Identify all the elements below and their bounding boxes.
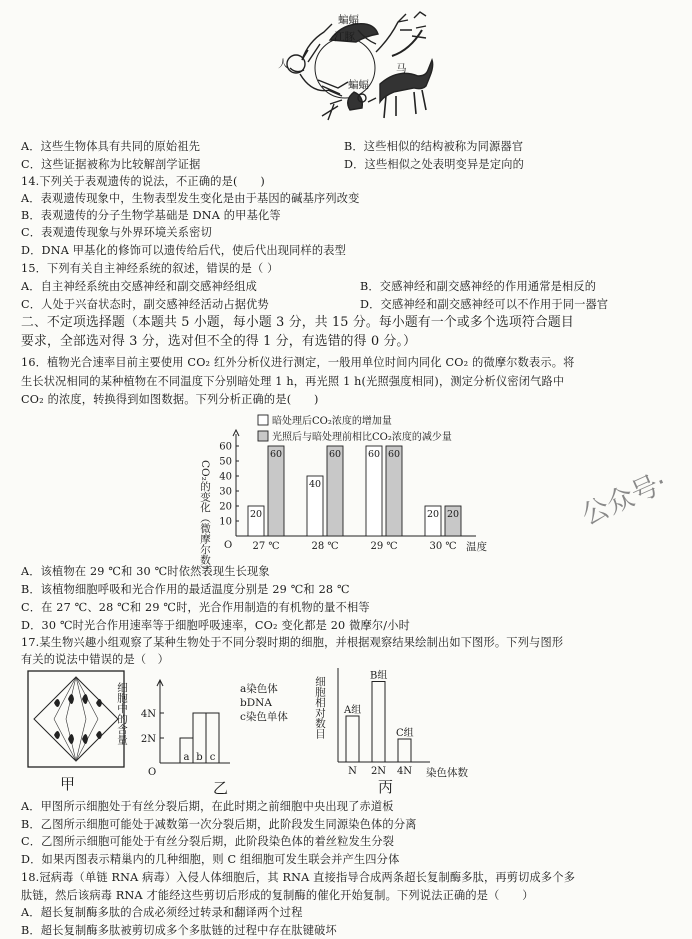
q17-option-d[interactable]: D．如果丙图表示精巢内的几种细胞，则 C 组细胞可发生联会并产生四分体: [21, 853, 400, 866]
q13-option-b[interactable]: B．这些相似的结构被称为同源器官: [344, 140, 524, 153]
q16-x-tick-label: 28 ℃: [311, 541, 339, 552]
q16-bar-value-label: 20: [249, 509, 263, 520]
q16-bar-value-label: 60: [328, 449, 342, 460]
q16-option-b[interactable]: B．该植物细胞呼吸和光合作用的最适温度分别是 29 ℃和 28 ℃: [21, 583, 350, 596]
yi-origin-label: O: [148, 767, 157, 778]
yi-legend-item: c染色单体: [240, 711, 288, 723]
legend-swatch-light: [258, 431, 268, 441]
q15-option-b[interactable]: B．交感神经和副交感神经的作用通常是相反的: [360, 280, 597, 293]
bing-bar: [398, 739, 411, 762]
q16-y-tick-label: 30: [219, 486, 232, 498]
yi-y-axis-label: 细胞中的含量: [116, 682, 128, 745]
bing-group-label: A组: [344, 705, 362, 716]
bing-bar: [372, 682, 385, 763]
q16-y-tick-label: 50: [219, 456, 232, 468]
bing-bar: [346, 716, 359, 762]
label-human: 人: [278, 58, 289, 70]
q16-x-tick-label: 30 ℃: [429, 541, 457, 552]
bing-x-axis-label: 染色体数: [426, 767, 468, 779]
q13-option-c[interactable]: C．这些证据被称为比较解剖学证据: [21, 158, 201, 171]
q18-option-b[interactable]: B．超长复制酶多肽被剪切成多个多肽链的过程中存在肽键破坏: [21, 924, 337, 937]
q14-option-c[interactable]: C．表观遗传现象与外界环境关系密切: [21, 226, 212, 239]
q18-option-a[interactable]: A．超长复制酶多肽的合成必须经过转录和翻译两个过程: [21, 906, 303, 919]
yi-legend-item: a染色体: [240, 683, 278, 695]
label-bat-2: 蝙蝠: [348, 79, 369, 91]
bing-x-tick-label: N: [348, 766, 357, 777]
q16-x-tick-label: 29 ℃: [370, 541, 398, 552]
q14-option-d[interactable]: D．DNA 甲基化的修饰可以遗传给后代，使后代出现同样的表型: [21, 244, 347, 257]
bing-group-label: B组: [370, 670, 388, 682]
bing-y-axis-label: 细胞相对数目: [314, 676, 326, 739]
label-bat: 蝙蝠: [338, 14, 359, 26]
bing-x-tick-label: 4N: [396, 766, 413, 777]
q17-stem-line1: 17.某生物兴趣小组观察了某种生物处于不同分裂时期的细胞，并根据观察结果绘制出如下图形。下列与图形: [21, 636, 564, 649]
q15-option-c[interactable]: C．人处于兴奋状态时，副交感神经活动占据优势: [21, 298, 269, 311]
q17-option-c[interactable]: C．乙图所示细胞可能处于有丝分裂后期，此阶段染色体的着丝粒发生分裂: [21, 835, 395, 848]
q16-bar-value-label: 60: [269, 449, 283, 460]
bing-x-tick-label: 2N: [370, 766, 387, 777]
bing-bar-chart: [314, 664, 518, 796]
legend-swatch-dark: [258, 415, 268, 425]
yi-bar-label: b: [196, 752, 203, 763]
yi-y-tick-label: 2N: [140, 734, 156, 745]
q16-bar-value-label: 20: [446, 509, 460, 520]
q16-y-tick-label: 60: [219, 441, 232, 453]
q13-option-a[interactable]: A．这些生物体具有共同的原始祖先: [21, 140, 201, 153]
watermark: 公众号·: [577, 466, 672, 532]
yi-legend-item: bDNA: [240, 697, 272, 709]
q16-option-d[interactable]: D．30 ℃时光合作用速率等于细胞呼吸速率，CO₂ 变化都是 20 微摩尔/小时: [21, 619, 411, 632]
q16-y-tick-label: 10: [219, 516, 232, 528]
q16-y-axis-label: CO₂的变化（微摩尔数）: [199, 460, 211, 576]
label-horse: 马: [396, 63, 407, 75]
bing-group-label: C组: [396, 728, 414, 739]
homologous-limbs-figure: [0, 0, 692, 140]
section2-line1: 二、不定项选择题（本题共 5 小题，每小题 3 分，共 15 分。每小题有一个或多个选项符合题目: [21, 315, 574, 330]
yi-bar-label: c: [209, 752, 216, 763]
q16-stem-line1: 16．植物光合速率目前主要使用 CO₂ 红外分析仪进行测定，一般用单位时间内同化 CO₂ 的微摩尔数表示。将: [21, 356, 575, 369]
q17-option-b[interactable]: B．乙图所示细胞可能处于减数第一次分裂后期，此阶段发生同源染色体的分离: [21, 818, 417, 831]
q14-stem: 14.下列关于表观遗传的说法，不正确的是( ): [21, 175, 265, 188]
yi-bar-chart: [116, 668, 320, 798]
q17-stem-line2: 有关的说法中错误的是（ ）: [21, 653, 170, 666]
q16-option-a[interactable]: A．该植物在 29 ℃和 30 ℃时依然表现生长现象: [21, 565, 270, 578]
q16-bar-value-label: 20: [426, 509, 440, 520]
q14-option-a[interactable]: A．表观遗传现象中，生物表型发生变化是由于基因的碱基序列改变: [21, 192, 360, 205]
label-dolphin: 江豚: [334, 31, 355, 43]
bing-title: 丙: [378, 778, 394, 796]
q16-y-tick-label: 20: [219, 501, 232, 513]
q15-stem: 15．下列有关自主神经系统的叙述，错误的是（ ）: [21, 262, 279, 275]
q16-bar-value-label: 40: [308, 479, 322, 490]
yi-title: 乙: [213, 779, 229, 797]
q16-stem-line2: 生长状况相同的某种植物在不同温度下分别暗处理 1 h，再光照 1 h(光照强度相同)，测定分析仪密闭气路中: [21, 375, 565, 388]
q16-stem-line3: CO₂ 的浓度，转换得到如图数据。下列分析正确的是( ): [21, 393, 319, 406]
yi-bar-label: a: [183, 752, 190, 763]
section2-line2: 要求，全部选对得 3 分，选对但不全的得 1 分，有选错的得 0 分。）: [21, 334, 417, 349]
q16-bar-value-label: 60: [367, 449, 381, 460]
q18-stem-line1: 18.冠病毒（单链 RNA 病毒）入侵人体细胞后，其 RNA 直接指导合成两条超长复制酶多肽，再剪切成多个多: [21, 871, 576, 884]
bing-bars: [343, 670, 414, 778]
q16-origin-label: O: [224, 540, 233, 551]
q13-option-d[interactable]: D．这些相似之处表明变异是定向的: [344, 158, 524, 171]
q14-option-b[interactable]: B．表观遗传的分子生物学基础是 DNA 的甲基化等: [21, 209, 281, 222]
q16-x-tick-label: 27 ℃: [252, 541, 280, 552]
q18-stem-line2: 肽链，然后该病毒 RNA 才能经这些剪切后形成的复制酶的催化开始复制。下列说法正确的是（ ）: [21, 889, 534, 902]
yi-legend: [240, 682, 288, 723]
q17-option-a[interactable]: A．甲图所示细胞处于有丝分裂后期，在此时期之前细胞中央出现了赤道板: [21, 800, 394, 813]
q16-bar-value-label: 60: [387, 449, 401, 460]
jia-label: 甲: [60, 775, 76, 793]
yi-y-tick-label: 4N: [140, 709, 156, 720]
q16-x-axis-label: 温度: [466, 541, 487, 553]
yi-bars: [180, 713, 219, 763]
q16-option-c[interactable]: C．在 27 ℃、28 ℃和 29 ℃时，光合作用制造的有机物的量不相等: [21, 601, 370, 614]
q16-y-tick-label: 40: [219, 471, 232, 483]
q15-option-d[interactable]: D．交感神经和副交感神经可以不作用于同一器官: [360, 298, 609, 311]
q15-option-a[interactable]: A．自主神经系统由交感神经和副交感神经组成: [21, 280, 258, 293]
legend-label-dark: 暗处理后CO₂浓度的增加量: [272, 416, 392, 427]
legend-label-light: 光照后与暗处理前相比CO₂浓度的减少量: [272, 432, 452, 443]
